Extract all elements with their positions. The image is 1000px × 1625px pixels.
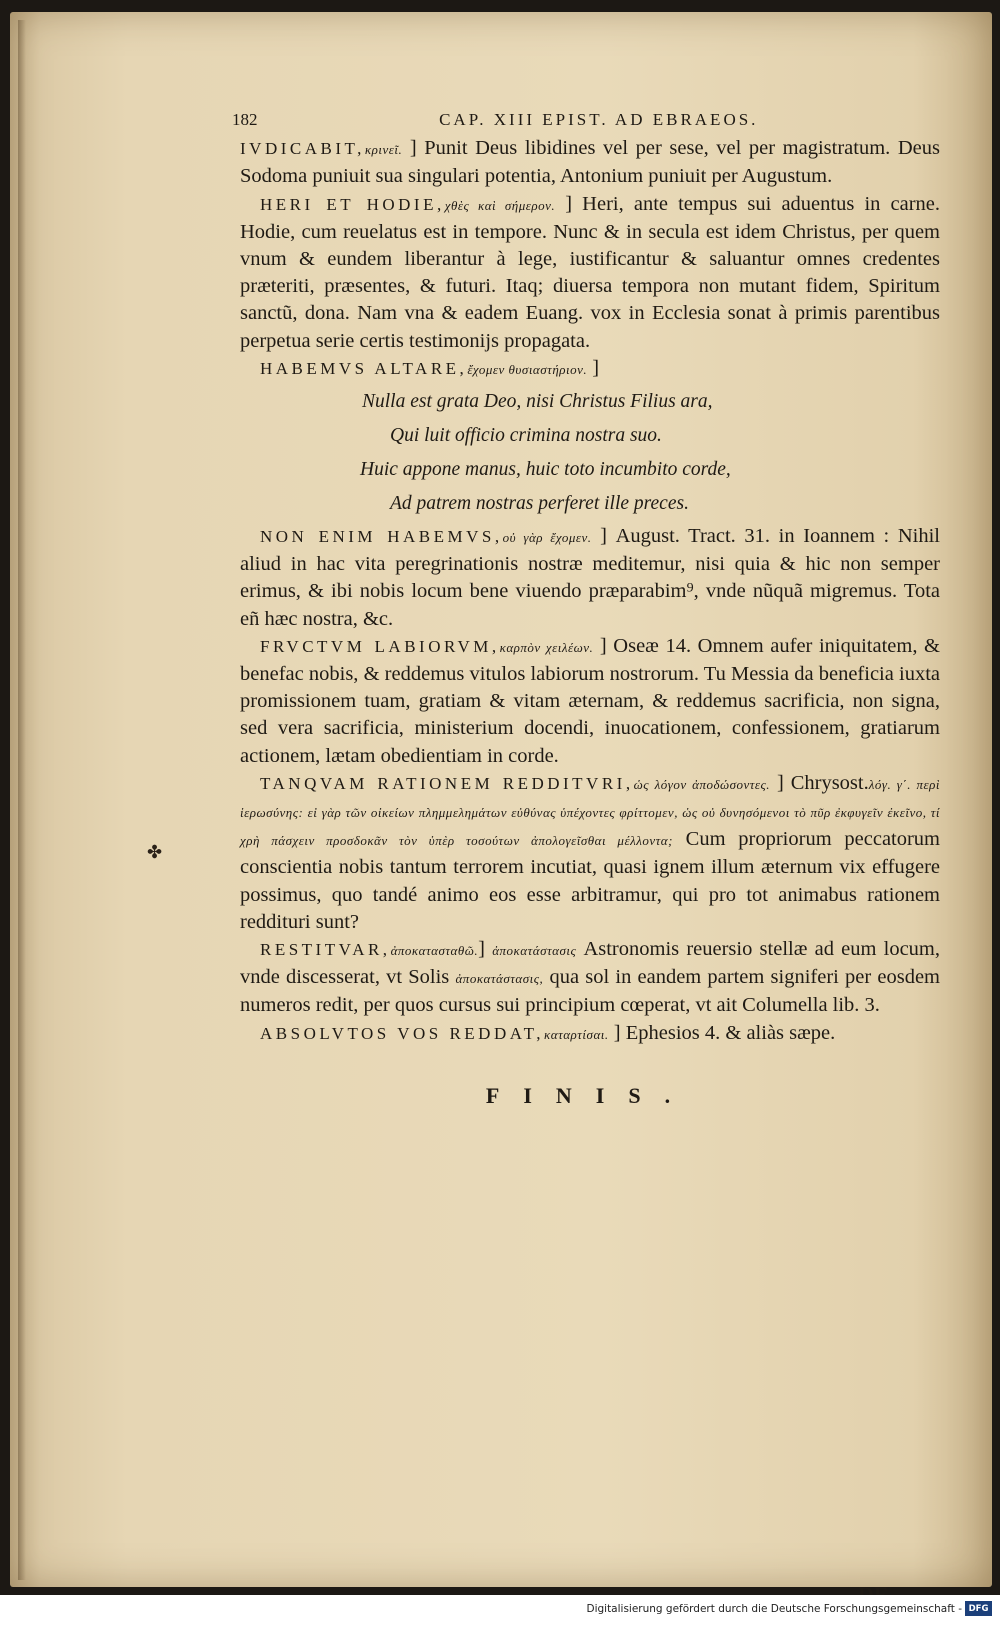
greek-text: καρπὸν χειλέων.	[499, 639, 594, 655]
finis: FINIS.	[485, 1082, 695, 1108]
section-non-enim-habemus	[240, 523, 940, 633]
commentary-text: ] August. Tract. 31. in Ioannem : Nihil aliud in hac vita peregrinationis nostræ meditemur, nisi quia & hic non semper erimus, & ibi nobis locum bene viuendo præparabim⁹, vnde nũquã migremus. Tota eñ hæc nostra, &c.	[240, 525, 941, 630]
commentary-text: ] Heri, ante tempus sui aduentus in carne. Hodie, cum reuelatus est in tempore. Nunc & in secula est idem Christus, per quem vnum & eundem liberantur à lege, iustificantur & saluantur omnes credentes præteriti, præsentes, & futuri. Itaq; diuersa tempora non mutant fidem, Spiritum sanctũ, dona. Nam vna & eadem Euang. vox in Ecclesia sonat à primis parentibus perpetua serie certis testimonijs propagata.	[240, 192, 940, 352]
verse-line: Huic appone manus, huic toto incumbito corde,	[360, 459, 731, 481]
lemma: FRVCTVM LABIORVM,	[260, 636, 500, 656]
greek-text: ἀποκατάστασις,	[455, 971, 544, 987]
digitization-footer	[0, 1595, 1000, 1625]
section-habemus-altare	[240, 355, 940, 383]
commentary-text: ] Oseæ 14. Omnem aufer iniquitatem, & benefac nobis, & reddemus vitulos labiorum nostrorum. Tu Messia da beneficia iuxta promissionem tuam, gratiam & vitam æternam, & reddemus sacrificia, non signa, sed vera sacrificia, ministerium docendi, inuocationem, confessionem, gratiarum actionem, lætam obedientiam in corde.	[240, 634, 940, 767]
greek-text: οὐ γὰρ ἔχομεν.	[502, 530, 592, 546]
commentary-text: ] Punit Deus libidines vel per sese, vel per magistratum. Deus Sodoma puniuit sua singulari potentia, Antonium puniuit per Augustum.	[240, 137, 940, 188]
commentary-text: ] Ephesios 4. & aliàs sæpe.	[613, 1021, 836, 1044]
section-iudicabit	[240, 135, 940, 190]
greek-text: κρινεῖ.	[364, 142, 403, 158]
section-tanquam-rationem	[240, 770, 940, 936]
lemma: HERI ET HODIE,	[260, 194, 445, 214]
commentary-text: ]	[592, 356, 600, 379]
section-restituar	[240, 936, 940, 1020]
verse-line: Qui luit officio crimina nostra suo.	[390, 425, 662, 447]
verse-line: Ad patrem nostras perferet ille preces.	[390, 493, 689, 515]
running-head	[232, 106, 940, 133]
greek-text: ἔχομεν θυσιαστήριον.	[467, 361, 588, 377]
commentary-text: qua sol in eandem partem signiferi per eosdem numeros redit, per quos cursus sui principium cœperat, vt ait Columella lib. 3.	[240, 966, 940, 1017]
verse-block	[240, 385, 940, 521]
lemma: IVDICABIT,	[240, 139, 365, 159]
greek-text: χθὲς καὶ σήμερον.	[444, 197, 556, 213]
commentary-text: ]	[478, 938, 485, 961]
greek-quotation: λόγ. γ΄. περὶ ἱερωσύνης: εἰ γὰρ τῶν οἰκείων πλημμελημάτων εὐθύνας ὑπέχοντες φρίττομεν, ὡς οὐ δυνησόμενοι τὸ πῦρ ἐκφυγεῖν ἐκεῖνο, τί χρὴ πάσχειν προσδοκᾶν τὸν ὑπὲρ τοσούτων ἀπολογεῖσθαι μέλλοντα;	[240, 776, 940, 849]
greek-text: καταρτίσαι.	[544, 1026, 609, 1042]
page-gutter-shadow	[18, 20, 26, 1580]
footer-credit: Digitalisierung gefördert durch die Deutsche Forschungsgemeinschaft -	[586, 1603, 962, 1615]
commentary-text: ] Chrysost.	[776, 771, 869, 794]
page-number: 182	[232, 110, 258, 129]
section-fructum-labiorum	[240, 633, 940, 770]
page-text	[232, 106, 941, 1109]
margin-mark: ✤	[147, 842, 163, 862]
commentary-text: Cum propriorum peccatorum conscientia nobis tantum terrorem incutiat, quasi ignem illum æternum vix effugere possimus, quo tandé animo eos esse arbitramur, qui pro tot animabus rationem reddituri sunt?	[240, 828, 941, 933]
verse-line: Nulla est grata Deo, nisi Christus Filius ara,	[362, 391, 713, 413]
section-heri-et-hodie	[240, 191, 940, 355]
lemma: NON ENIM HABEMVS,	[260, 527, 503, 547]
lemma: TANQVAM RATIONEM REDDITVRI,	[260, 773, 634, 793]
running-title: CAP. XIII EPIST. AD EBRAEOS.	[439, 110, 759, 129]
greek-text: ὡς λόγον ἀποδώσοντες.	[633, 776, 771, 792]
dfg-logo: DFG	[965, 1601, 992, 1616]
lemma: RESTITVAR,	[260, 940, 391, 960]
commentary-text: Astronomis reuersio stellæ ad eum locum, vnde discesserat, vt Solis	[240, 938, 941, 989]
lemma: HABEMVS ALTARE,	[260, 358, 468, 378]
greek-text: ἀποκατασταθῶ.	[390, 943, 479, 959]
greek-text: ἀποκατάστασις	[492, 943, 577, 959]
lemma: ABSOLVTOS VOS REDDAT,	[260, 1023, 544, 1043]
section-absolutos	[240, 1020, 940, 1048]
